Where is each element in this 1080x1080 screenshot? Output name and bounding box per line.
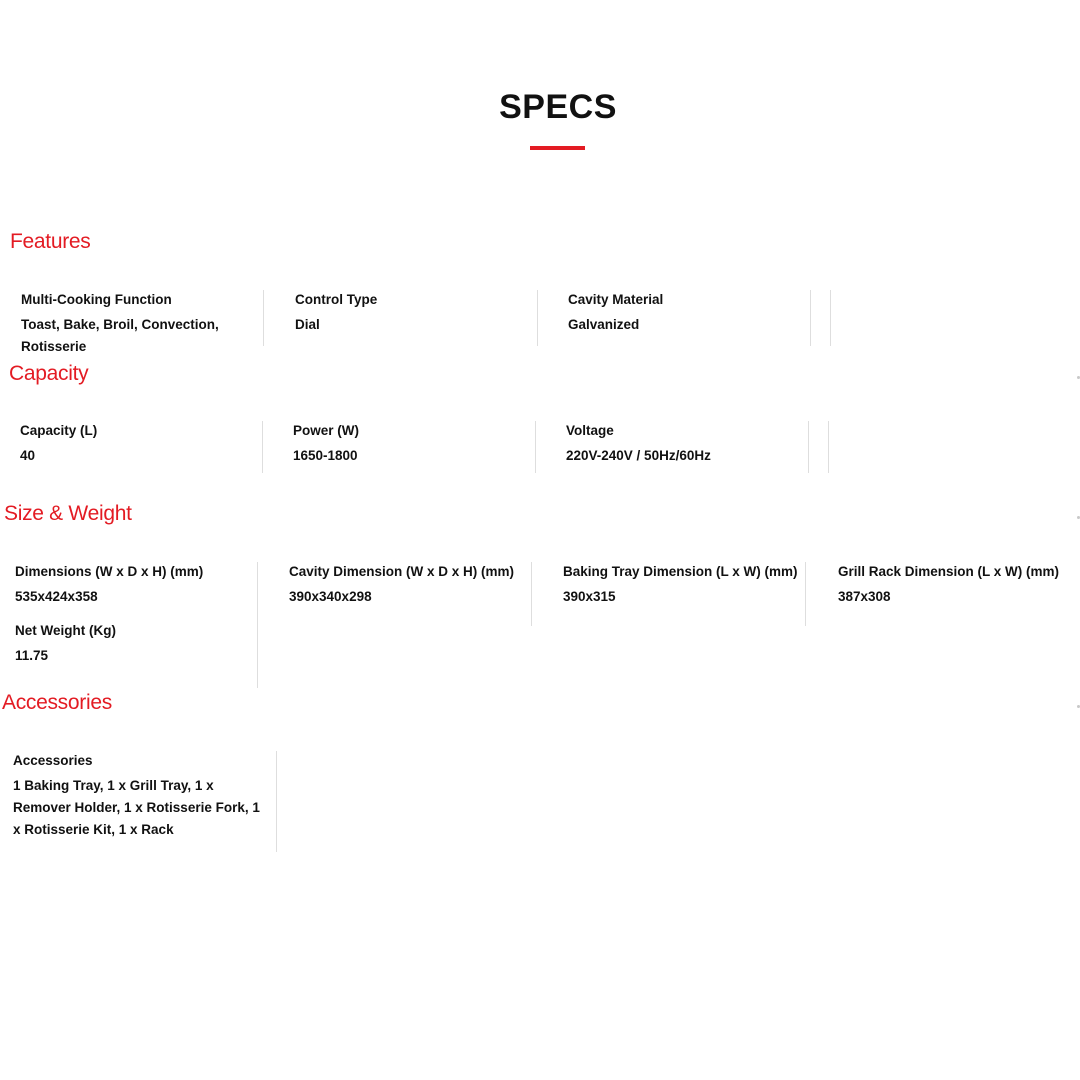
spec-item-baking-tray-dimension <box>552 562 806 626</box>
spec-label: Accessories <box>13 753 93 768</box>
spec-item-power <box>282 421 536 473</box>
spec-value: 535x424x358 <box>15 589 98 604</box>
spec-label: Net Weight (Kg) <box>15 623 116 638</box>
spec-item-dimensions <box>4 562 258 688</box>
spec-label: Capacity (L) <box>20 423 98 438</box>
section-heading-features: Features <box>10 230 91 253</box>
spec-item-cavity-material <box>557 290 811 346</box>
spec-item-cavity-dimension <box>278 562 532 626</box>
spec-label: Baking Tray Dimension (L x W) (mm) <box>563 564 798 579</box>
spec-value: 220V-240V / 50Hz/60Hz <box>566 448 711 463</box>
spec-label: Control Type <box>295 292 378 307</box>
spec-value: 1650-1800 <box>293 448 358 463</box>
spec-label: Voltage <box>566 423 614 438</box>
section-heading-size-weight: Size & Weight <box>4 502 132 525</box>
spec-item-capacity <box>9 421 263 473</box>
spec-value: 40 <box>20 448 36 463</box>
spec-value: Dial <box>295 317 320 332</box>
spec-label: Grill Rack Dimension (L x W) (mm) <box>838 564 1060 579</box>
spec-item-accessories <box>2 751 277 852</box>
column-divider <box>828 421 829 473</box>
section-heading-capacity: Capacity <box>9 362 89 385</box>
spec-value: Toast, Bake, Broil, Convection, Rotisserie <box>21 317 219 354</box>
section-heading-accessories: Accessories <box>2 691 112 714</box>
spec-label: Multi-Cooking Function <box>21 292 172 307</box>
spec-label: Cavity Material <box>568 292 664 307</box>
spec-label: Dimensions (W x D x H) (mm) <box>15 564 204 579</box>
spec-item-voltage <box>555 421 809 473</box>
spec-value: 390x315 <box>563 589 616 604</box>
spec-label: Power (W) <box>293 423 359 438</box>
page-title: SPECS <box>499 88 617 126</box>
spec-item-multi-cooking-function <box>10 290 264 354</box>
spec-value: 387x308 <box>838 589 891 604</box>
title-underline <box>530 146 585 150</box>
spec-value: 390x340x298 <box>289 589 372 604</box>
column-divider <box>830 290 831 346</box>
spec-item-grill-rack-dimension <box>827 562 1080 626</box>
spec-value: Galvanized <box>568 317 640 332</box>
spec-item-control-type <box>284 290 538 346</box>
spec-label: Cavity Dimension (W x D x H) (mm) <box>289 564 515 579</box>
spec-value: 11.75 <box>15 648 49 663</box>
spec-value: 1 Baking Tray, 1 x Grill Tray, 1 x Remover Holder, 1 x Rotisserie Fork, 1 x Rotisserie Kit, 1 x Rack <box>13 778 260 837</box>
